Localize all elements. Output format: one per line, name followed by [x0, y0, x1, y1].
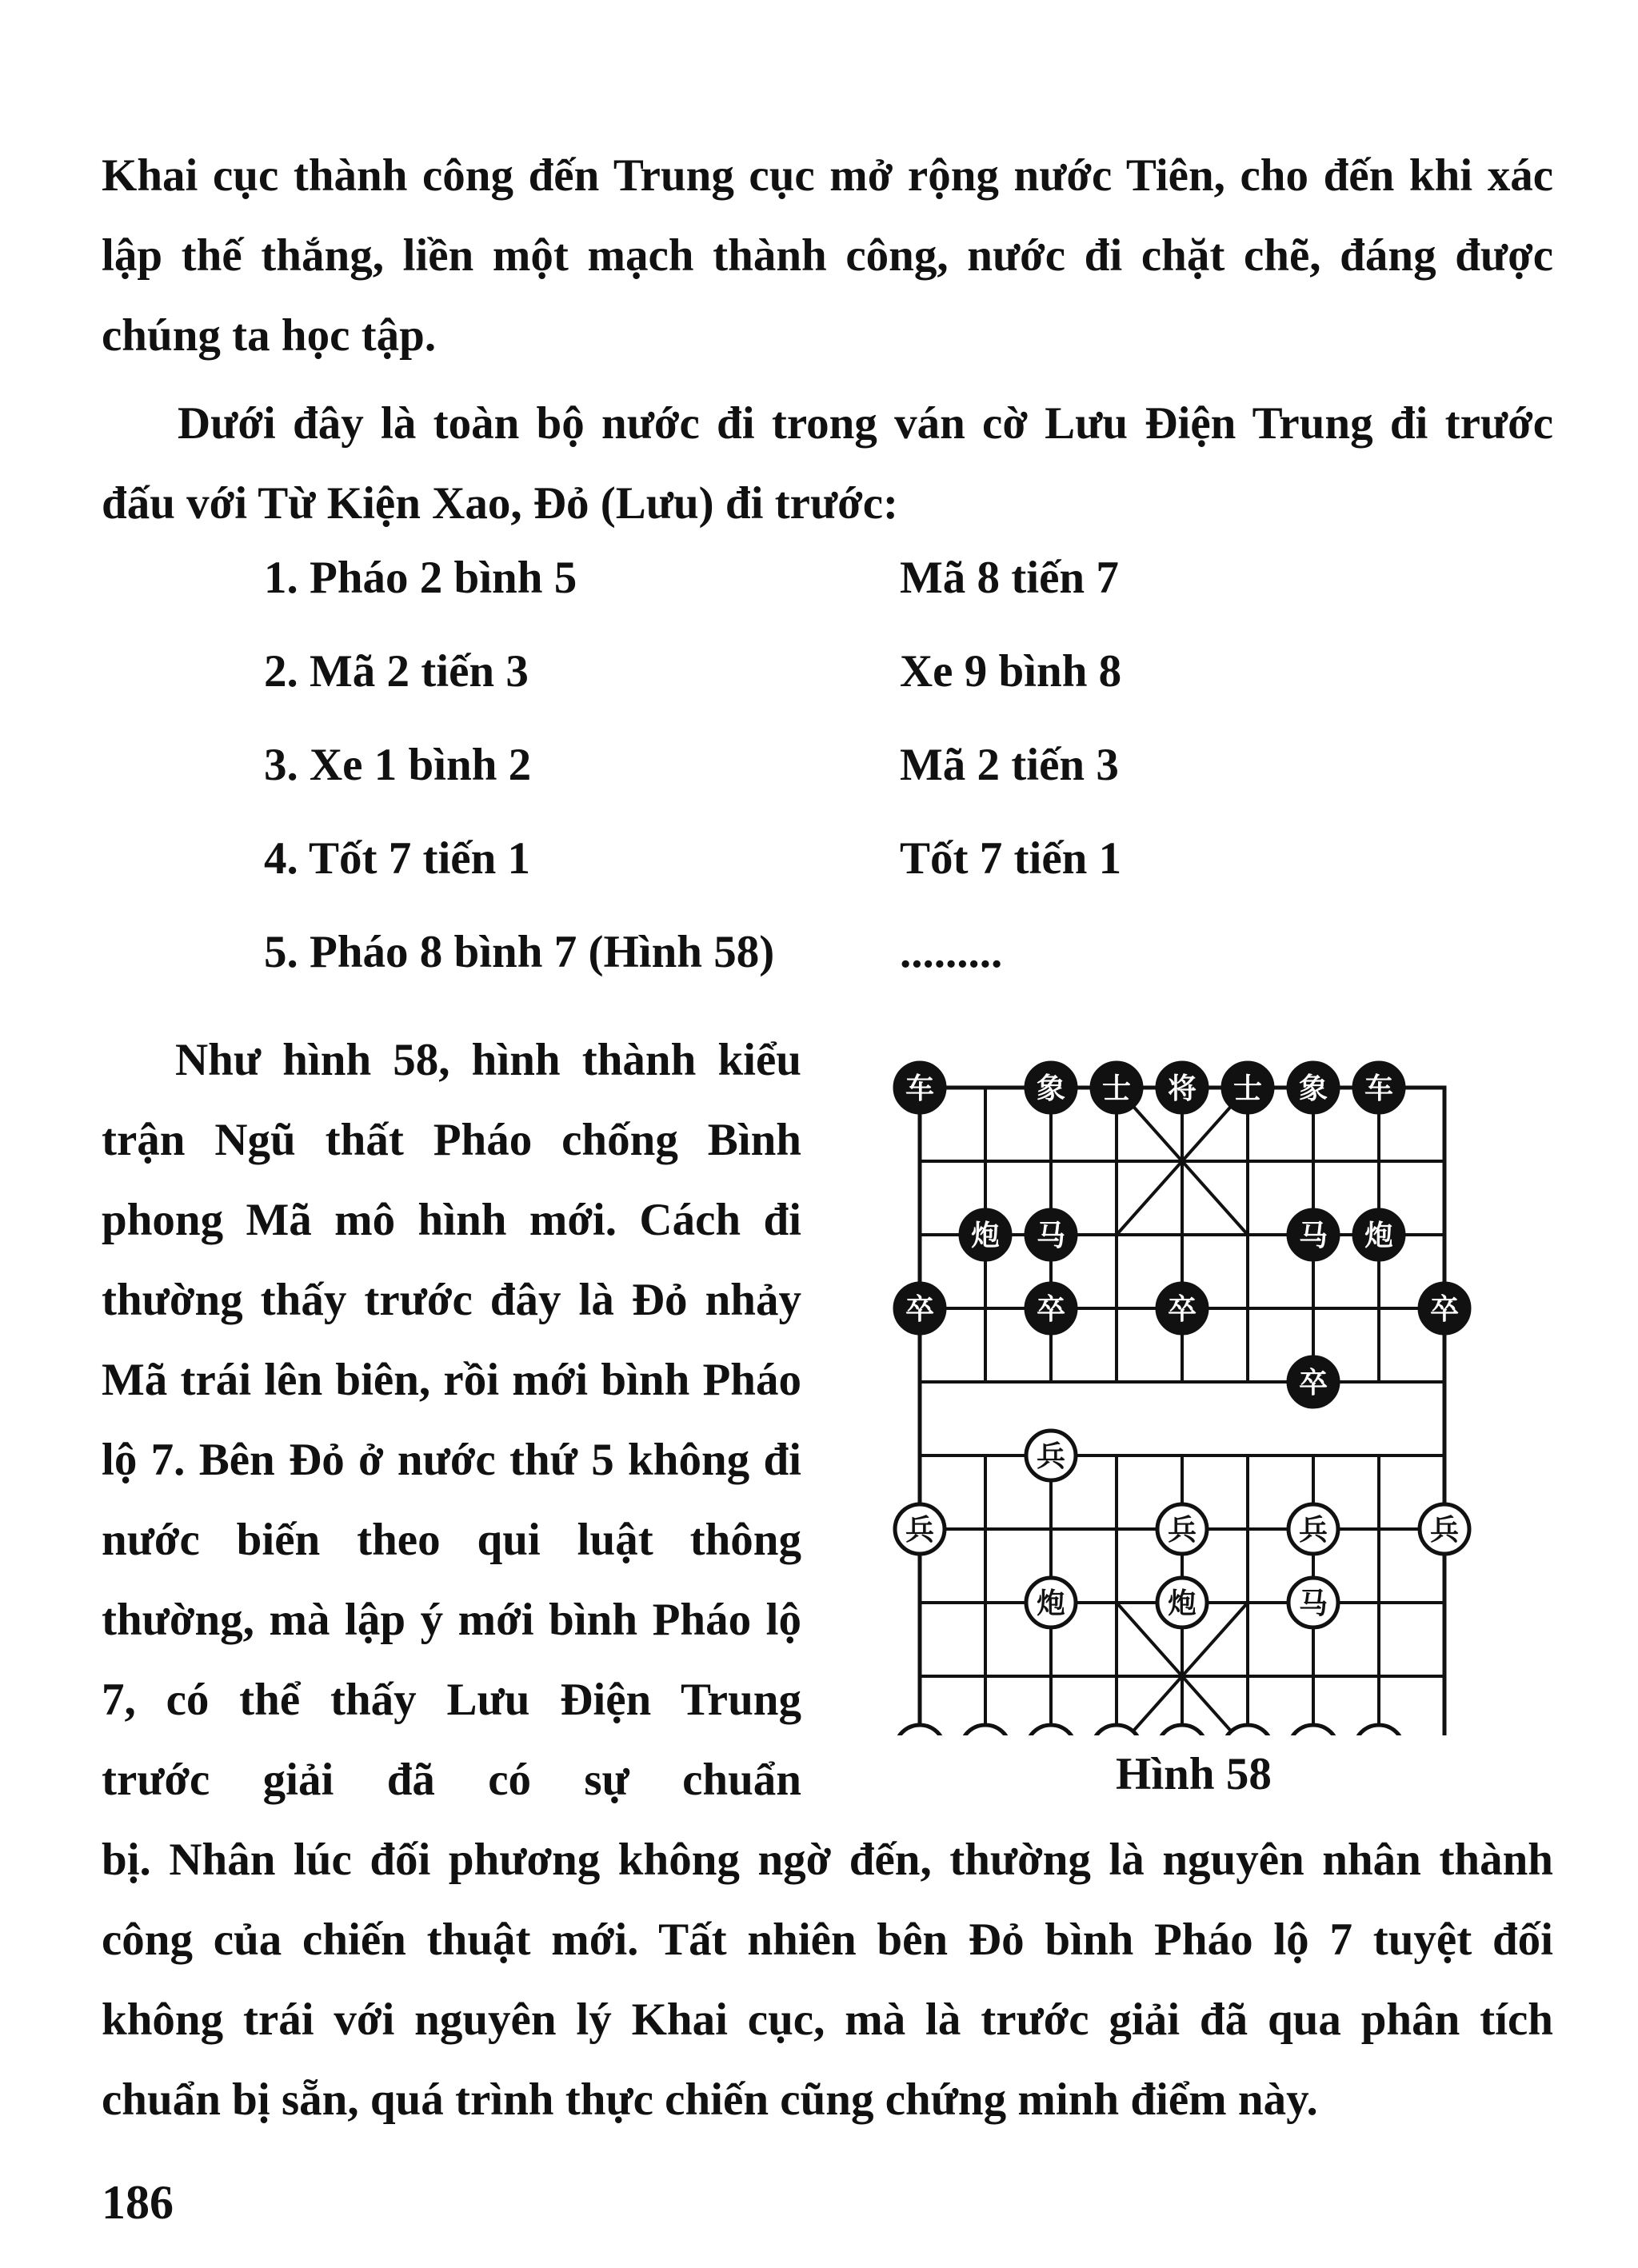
move-black: Mã 8 tiến 7 [900, 553, 1119, 603]
red-piece [1157, 1578, 1207, 1627]
piece-label: 炮 [1167, 1587, 1197, 1620]
move-red: 4. Tốt 7 tiến 1 [264, 833, 531, 884]
black-piece [895, 1063, 945, 1112]
piece-label: 兵 [1298, 1514, 1328, 1547]
move-row [0, 739, 1638, 833]
red-piece [1026, 1725, 1076, 1735]
red-piece [1223, 1725, 1272, 1735]
black-piece [1092, 1063, 1141, 1112]
black-piece [1026, 1210, 1076, 1260]
move-row [0, 833, 1638, 926]
red-piece [1354, 1725, 1404, 1735]
red-piece [1288, 1578, 1338, 1627]
move-red: 5. Pháo 8 bình 7 (Hình 58) [264, 927, 775, 977]
move-red: 2. Mã 2 tiến 3 [264, 646, 529, 697]
black-piece [1288, 1210, 1338, 1260]
piece-label: 兵 [905, 1514, 935, 1547]
piece-label: 卒 [905, 1293, 935, 1326]
page-number: 186 [102, 2176, 174, 2229]
red-piece [1026, 1431, 1076, 1480]
piece-label: 炮 [970, 1220, 1001, 1252]
black-piece [1026, 1284, 1076, 1333]
piece-label: 马 [1036, 1220, 1066, 1252]
piece-label: 炮 [1036, 1587, 1066, 1620]
red-piece [961, 1725, 1010, 1735]
black-piece [1288, 1063, 1338, 1112]
move-black: Tốt 7 tiến 1 [900, 833, 1122, 884]
red-piece [895, 1725, 945, 1735]
black-piece [1288, 1357, 1338, 1407]
black-piece [1420, 1284, 1469, 1333]
black-piece [1223, 1063, 1272, 1112]
move-red: 3. Xe 1 bình 2 [264, 740, 532, 790]
piece-label: 士 [1101, 1072, 1132, 1105]
piece-label: 卒 [1036, 1293, 1066, 1326]
black-piece [1026, 1063, 1076, 1112]
move-red: 1. Pháo 2 bình 5 [264, 553, 577, 603]
piece-label: 象 [1036, 1072, 1066, 1105]
piece-label: 车 [905, 1072, 935, 1105]
piece-label: 马 [1298, 1587, 1328, 1620]
piece-label: 卒 [1429, 1293, 1460, 1326]
xiangqi-board [840, 1032, 1480, 1735]
black-piece [1354, 1210, 1404, 1260]
move-row [0, 645, 1638, 739]
red-piece [1288, 1725, 1338, 1735]
red-piece [1026, 1578, 1076, 1627]
move-row [0, 926, 1638, 1020]
black-piece [1157, 1063, 1207, 1112]
paragraph-moves-intro: Dưới đây là toàn bộ nước đi trong ván cờ Lưu Điện Trung đi trước đấu với Từ Kiện Xao, Đỏ (Lưu) đi trước: [102, 398, 1553, 529]
move-row [0, 552, 1638, 645]
xiangqi-board-figure [840, 1032, 1480, 1735]
piece-label: 兵 [1167, 1514, 1197, 1547]
piece-label: 象 [1298, 1072, 1328, 1105]
red-piece [1092, 1725, 1141, 1735]
piece-label: 卒 [1167, 1293, 1197, 1326]
black-piece [961, 1210, 1010, 1260]
piece-label: 兵 [1429, 1514, 1460, 1547]
paragraph-intro: Khai cục thành công đến Trung cục mở rộng nước Tiên, cho đến khi xác lập thế thắng, liền một mạch thành công, nước đi chặt chẽ, đáng được chúng ta học tập. [102, 150, 1553, 361]
move-black: ......... [900, 927, 1003, 977]
paragraph-commentary-side: Như hình 58, hình thành kiểu trận Ngũ thất Pháo chống Bình phong Mã mô hình mới. Cách đi thường thấy trước đây là Đỏ nhảy Mã trái lên biên, rồi mới bình Pháo lộ 7. Bên Đỏ ở nước thứ 5 không đi nước biến theo qui luật thông thường, mà lập ý mới bình Pháo lộ 7, có thể thấy Lưu Điện Trung trước giải đã có sự chuẩn [102, 1035, 801, 1805]
black-piece [895, 1284, 945, 1333]
move-black: Mã 2 tiến 3 [900, 740, 1119, 790]
piece-label: 马 [1298, 1220, 1328, 1252]
red-piece [1420, 1504, 1469, 1554]
piece-label: 车 [1364, 1072, 1394, 1105]
red-piece [1157, 1725, 1207, 1735]
piece-label: 卒 [1298, 1367, 1328, 1400]
piece-label: 炮 [1364, 1220, 1394, 1252]
piece-label: 兵 [1036, 1440, 1066, 1473]
black-piece [1157, 1284, 1207, 1333]
black-piece [1354, 1063, 1404, 1112]
paragraph-commentary-full: bị. Nhân lúc đối phương không ngờ đến, thường là nguyên nhân thành công của chiến thuật mới. Tất nhiên bên Đỏ bình Pháo lộ 7 tuyệt đối không trái với nguyên lý Khai cục, mà là trước giải đã qua phân tích chuẩn bị sẵn, quá trình thực chiến cũng chứng minh điểm này. [102, 1835, 1553, 2125]
red-piece [1288, 1504, 1338, 1554]
move-black: Xe 9 bình 8 [900, 646, 1122, 697]
piece-label: 将 [1167, 1072, 1197, 1105]
red-piece [1157, 1504, 1207, 1554]
red-piece [895, 1504, 945, 1554]
piece-label: 士 [1232, 1072, 1263, 1105]
figure-caption: Hình 58 [1116, 1749, 1272, 1799]
